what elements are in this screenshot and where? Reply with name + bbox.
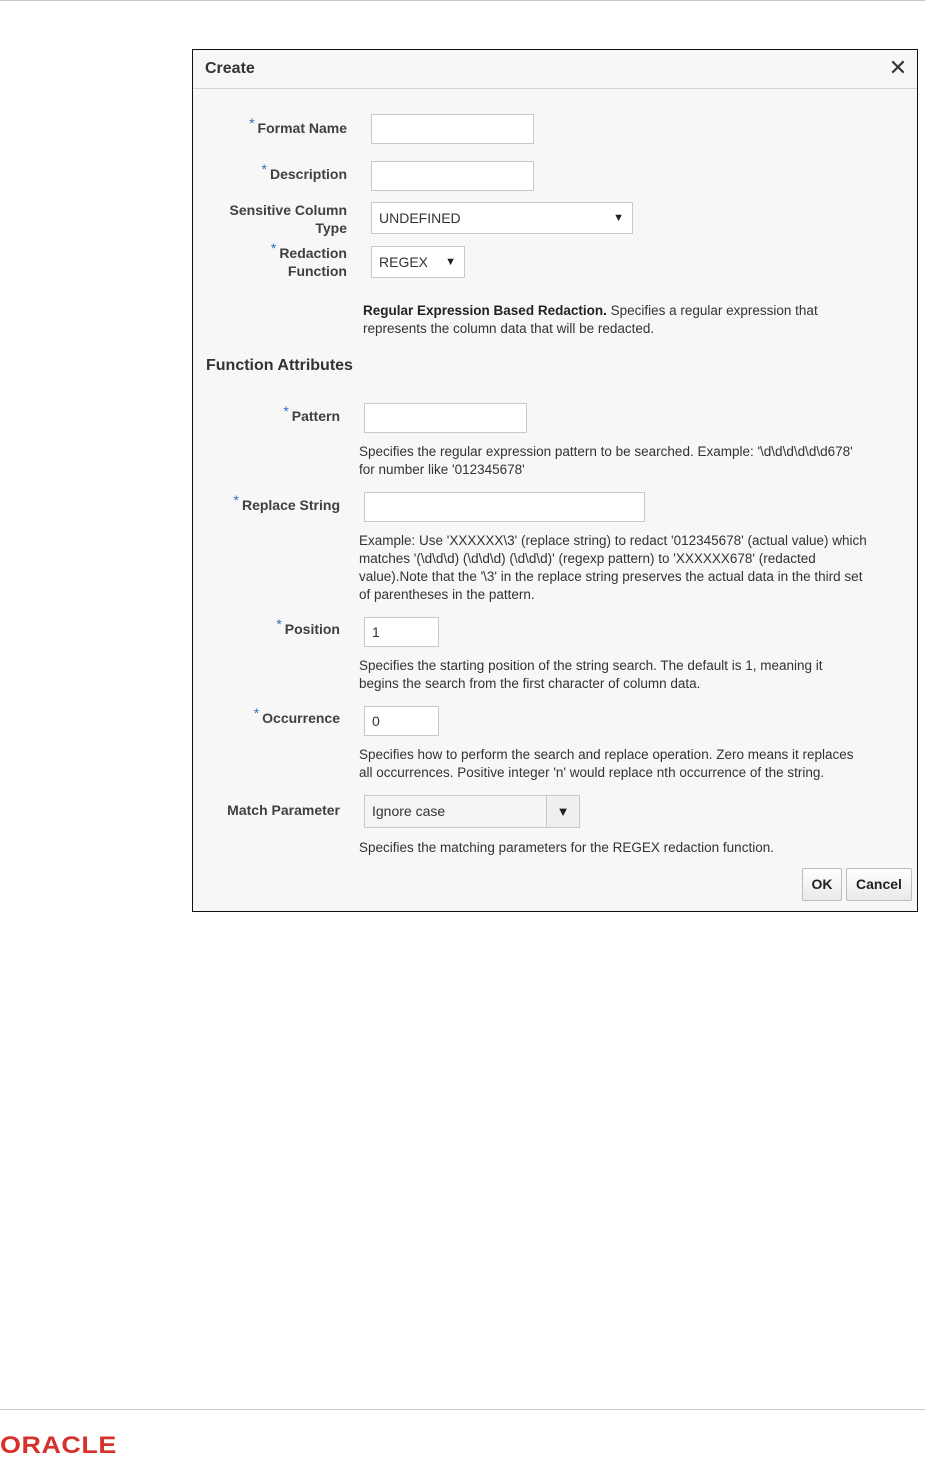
position-help: Specifies the starting position of the string search. The default is 1, meaning it begins the search from the first character of column data. [359,658,823,691]
redaction-function-select[interactable]: REGEX ▼ [371,246,465,278]
chevron-down-icon: ▼ [445,256,456,268]
cancel-button[interactable]: Cancel [846,868,912,901]
description-label: * Description [261,161,347,182]
match-parameter-label: Match Parameter [227,802,340,818]
redaction-function-help: Regular Expression Based Redaction. Specifies a regular expression that represents the column data that will be redacted. [363,303,818,336]
replace-string-label: * Replace String [233,492,340,513]
position-input[interactable] [364,617,439,647]
create-dialog [192,49,918,912]
format-name-label: * Format Name [249,115,347,136]
dialog-header [193,50,917,89]
match-parameter-value: Ignore case [372,803,446,819]
bottom-divider [0,1409,925,1410]
function-attributes-heading: Function Attributes [206,357,353,374]
dialog-title: Create [205,60,255,77]
chevron-down-icon: ▼ [613,212,624,224]
match-parameter-help: Specifies the matching parameters for the REGEX redaction function. [359,840,774,855]
required-icon: * [283,403,289,419]
ok-button[interactable]: OK [802,868,842,901]
required-icon: * [276,616,282,632]
required-icon: * [270,240,277,256]
replace-string-help: Example: Use 'XXXXXX\3' (replace string) to redact '012345678' (actual value) which matches '(\d\d\d) (\d\d\d) (\d\d\d)' (regexp pattern) to 'XXXXXX678' (redacted value).Note that the '\3' in the replace string preserves the actual data in the third set of parentheses in the pattern. [359,533,867,602]
required-icon: * [253,705,260,721]
top-divider [0,0,925,1]
pattern-label: * Pattern [283,403,340,424]
position-label: * Position [276,616,340,637]
description-input[interactable] [371,161,534,191]
required-icon: * [249,115,255,131]
occurrence-help: Specifies how to perform the search and replace operation. Zero means it replaces all occurrences. Positive integer 'n' would replace nth occurrence of the string. [359,747,854,780]
redaction-function-label: * Redaction Function [270,240,347,279]
oracle-logo: ORACLE [0,1432,117,1459]
sensitive-column-type-select[interactable]: UNDEFINED ▼ [371,202,633,234]
sensitive-column-type-label: Sensitive Column Type [229,202,347,236]
replace-string-input[interactable] [364,492,645,522]
close-icon[interactable]: ✕ [888,55,908,80]
occurrence-input[interactable] [364,706,439,736]
required-icon: * [233,492,239,508]
format-name-input[interactable] [371,114,534,144]
occurrence-label: * Occurrence [253,705,340,726]
chevron-down-icon[interactable]: ▼ [546,796,579,827]
pattern-input[interactable] [364,403,527,433]
required-icon: * [261,161,267,177]
pattern-help: Specifies the regular expression pattern to be searched. Example: '\d\d\d\d\d\d678' for number like '012345678' [359,444,853,477]
match-parameter-combobox[interactable] [364,795,580,828]
